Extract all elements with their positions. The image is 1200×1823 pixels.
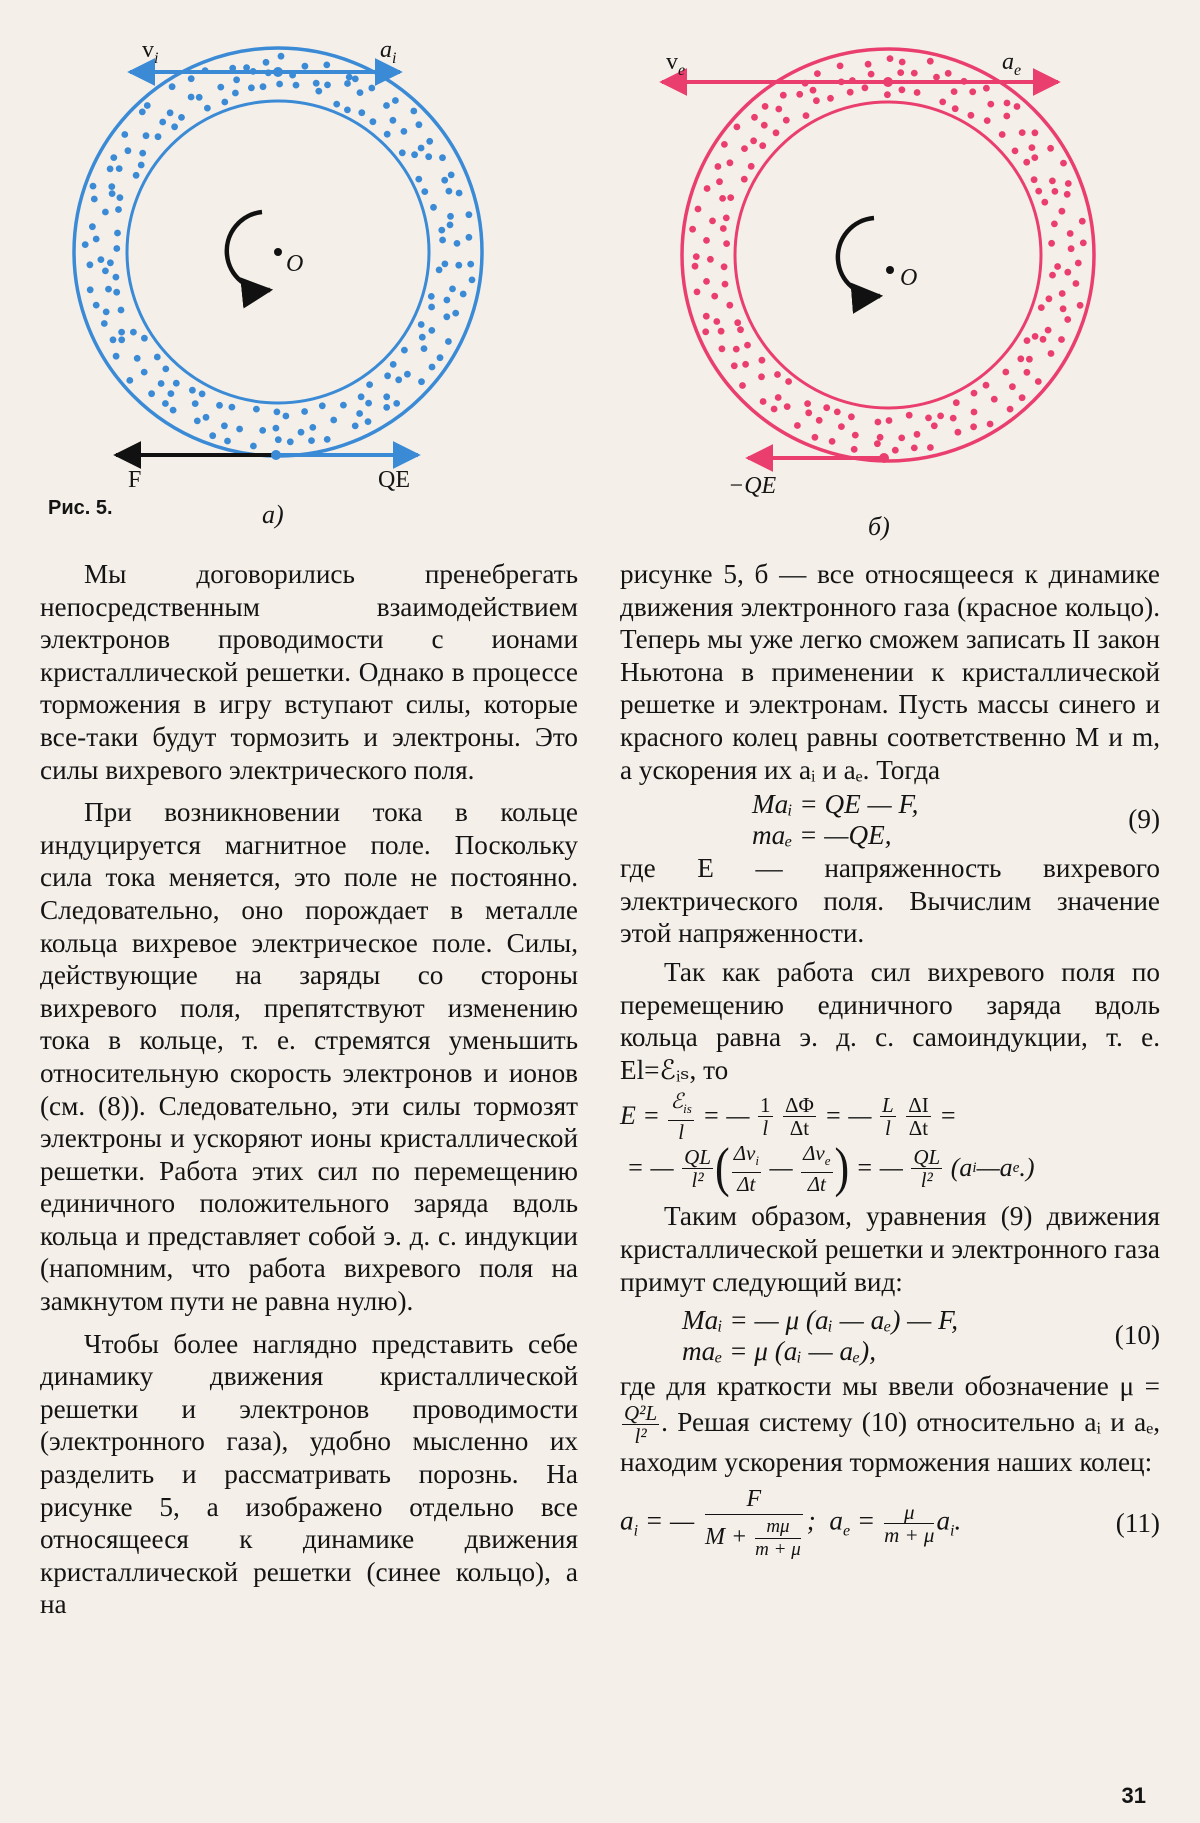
figure-caption: Рис. 5. [48, 497, 113, 519]
label-v-e: $v_e$ [666, 49, 686, 79]
equation-number: (10) [1114, 1319, 1160, 1350]
label-force-qe: QE [378, 467, 410, 493]
page-number: 31 [1121, 1783, 1146, 1808]
paragraph: Мы договорились пренебрегать непосредственным взаимодействием электронов проводимости с ионами кристаллической решетки. Однако в процессе торможения в игру вступают силы, которые все-таки будут тормозить и электроны. Это силы вихревого электрического поля. [40, 559, 578, 785]
equation-number: (9) [1128, 803, 1160, 834]
paragraph: где для краткости мы ввели обозначение μ = $\frac{\text{Q²L}}{\text{l²}}$ . Решая систему (10) относительно aᵢ и aₑ, находим ускорения торможения наших колец: [620, 1371, 1160, 1477]
label-a-e: $a_e$ [1002, 49, 1022, 79]
label-v-i: $v_i$ [142, 37, 159, 67]
label-center-o-b: O [900, 265, 918, 291]
paragraph: Таким образом, уравнения (9) движения кристаллической решетки и электронного газа примут следующий вид: [620, 1201, 1160, 1297]
label-a-i: $a_i$ [380, 37, 397, 67]
equation-line: maₑ = μ (aᵢ — aₑ), [682, 1336, 877, 1367]
rotation-arrow-a [227, 212, 270, 290]
panel-b-sublabel: б) [868, 512, 890, 541]
equation-line: maₑ = —QE, [752, 820, 892, 851]
rotation-arrow-b [838, 218, 880, 296]
text-column-right [620, 558, 1160, 1560]
figure-drawing [0, 0, 1200, 560]
equation-number: (11) [1115, 1507, 1160, 1538]
paragraph: где E — напряженность вихревого электрического поля. Вычислим значение этой напряженности. [620, 853, 1160, 949]
label-force-f: F [128, 467, 142, 493]
paragraph: Так как работа сил вихревого поля по перемещению единичного заряда вдоль кольца равна э. д. с. самоиндукции, т. е. El=ℰᵢₛ, то [620, 956, 1160, 1085]
equation-10 [620, 1304, 1160, 1366]
paragraph: Чтобы более наглядно представить себе динамику движения кристаллической решетки и электронов проводимости (электронного газа), удобно мысленно их разделить и рассматривать порознь. На рисунке 5, а изображено отдельно все относящееся к динамике движения кристаллической решетки (синее кольцо), а на [40, 1328, 578, 1620]
label-force-minus-qe: −QE [728, 473, 777, 499]
equation-9 [620, 788, 1160, 850]
ring-red [662, 49, 1094, 463]
equation-line: Maᵢ = — μ (aᵢ — aₑ) — F, [682, 1305, 959, 1336]
equation-derivation: E = $\frac{ℰ_{is}}{l}$ = — $\frac{1}{l}$ $\frac{\Delta\Phi}{\Delta t}$ = — $\frac{L}{l}$ $\frac{\Delta I}{\Delta t}$ = = — $\frac{QL}{\text{l²}}$ ( $\frac{\Delta v_i}{\Delta t}$ — $\frac{\Delta v_e}{\Delta t}$ ) = — $\frac{QL}{\text{l²}}$ (a i —a e .) [620, 1088, 1035, 1199]
label-center-o-a: O [286, 251, 304, 277]
paragraph: При возникновении тока в кольце индуцируется магнитное поле. Поскольку сила тока меняется, это поле не постоянно. Следовательно, оно порождает в металле кольца вихревое электрическое поле. Силы, действующие на заряды со стороны вихревого поля, препятствуют изменению тока в кольце, т. е. стремятся уменьшить относительную скорость электронов и ионов (см. (8)). Следовательно, эти силы тормозят электроны и ускоряют ионы кристаллической решетки. Работа этих сил по перемещению единичного положительного заряда вдоль кольца и представляет собой э. д. с. индукции (напомним, что работа вихревого поля на замкнутом пути не равна нулю). [40, 797, 578, 1317]
ring-blue [74, 48, 482, 460]
paragraph: рисунке 5, б — все относящееся к динамике движения электронного газа (красное кольцо). Теперь мы уже легко сможем записать II закон Ньютона в применении к кристаллической решетке и электронам. Пусть массы синего и красного колец равны соответственно M и m, а ускорения их aᵢ и aₑ. Тогда [620, 559, 1160, 785]
text-column-left [40, 558, 578, 1621]
equation-11: $a_i$ = — F M + $\frac{m\mu}{m + \mu}$ ; $a_e$ = $\frac{\mu}{m + \mu}$ $a_i$. (11) [620, 1486, 1160, 1561]
figure-5 [0, 0, 1200, 560]
equation-line: Maᵢ = QE — F, [752, 789, 919, 820]
panel-a-sublabel: а) [262, 500, 284, 529]
